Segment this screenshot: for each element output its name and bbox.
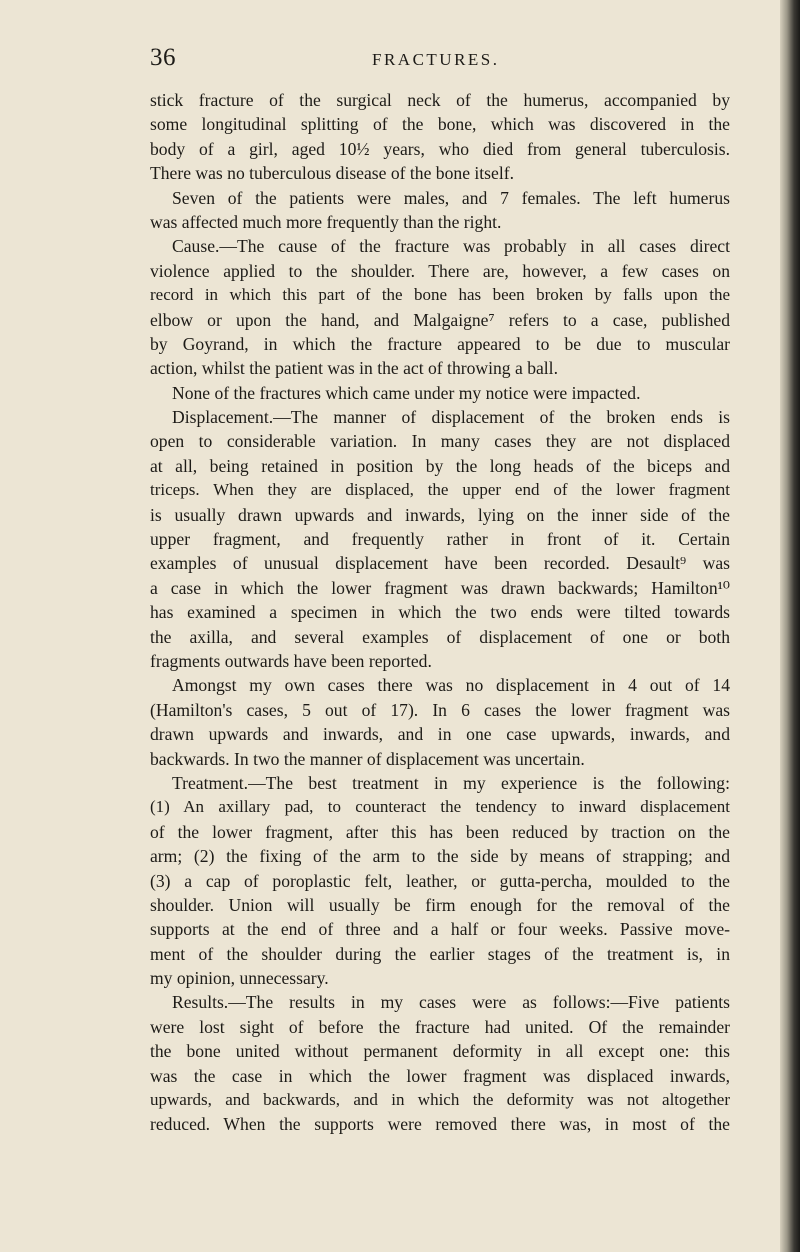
text-line: Seven of the patients were males, and 7 females. The left humerus (172, 187, 730, 208)
text-line: upwards, and backwards, and in which the deformity was not altogether (150, 1090, 730, 1110)
body-text (150, 88, 730, 1137)
text-line: drawn upwards and inwards, and in one case upwards, inwards, and (150, 724, 730, 745)
text-line: None of the fractures which came under my notice were impacted. (172, 382, 641, 403)
text-line: reduced. When the supports were removed there was, in most of the (150, 1114, 730, 1135)
text-line: stick fracture of the surgical neck of the humerus, accompanied by (150, 90, 730, 110)
text-line: backwards. In two the manner of displacement was uncertain. (150, 748, 585, 769)
text-line: record in which this part of the bone has been broken by falls upon the (150, 285, 730, 305)
text-line: the axilla, and several examples of displacement of one or both (150, 626, 730, 647)
text-line: body of a girl, aged 10½ years, who died from general tuberculosis. (150, 138, 730, 159)
text-line: is usually drawn upwards and inwards, lying on the inner side of the (150, 504, 730, 525)
page-header (150, 44, 730, 74)
text-line: the bone united without permanent deformity in all except one: this (150, 1041, 730, 1062)
text-line: upper fragment, and frequently rather in front of it. Certain (150, 529, 730, 550)
text-line: Displacement.—The manner of displacement of the broken ends is (172, 407, 730, 428)
text-line: supports at the end of three and a half or four weeks. Passive move- (150, 919, 730, 940)
text-line: were lost sight of before the fracture had united. Of the remainder (150, 1016, 730, 1037)
text-line: has examined a specimen in which the two ends were tilted towards (150, 602, 730, 623)
text-line: examples of unusual displacement have been recorded. Desault⁹ was (150, 553, 730, 574)
text-line: Cause.—The cause of the fracture was probably in all cases direct (172, 236, 730, 257)
text-line: open to considerable variation. In many cases they are not displaced (150, 431, 730, 452)
text-line: Results.—The results in my cases were as follows:—Five patients (172, 992, 730, 1013)
text-line: by Goyrand, in which the fracture appeared to be due to muscular (150, 333, 730, 354)
text-line: my opinion, unnecessary. (150, 968, 329, 989)
text-line: There was no tuberculous disease of the bone itself. (150, 163, 514, 184)
text-line: violence applied to the shoulder. There are, however, a few cases on (150, 260, 730, 281)
text-line: Treatment.—The best treatment in my experience is the following: (172, 772, 730, 793)
running-head: FRACTURES. (372, 50, 500, 69)
text-line: shoulder. Union will usually be firm enough for the removal of the (150, 894, 730, 915)
text-line: elbow or upon the hand, and Malgaigne⁷ refers to a case, published (150, 309, 730, 330)
text-line: a case in which the lower fragment was drawn backwards; Hamilton¹⁰ (150, 577, 730, 598)
text-line: action, whilst the patient was in the act of throwing a ball. (150, 358, 558, 379)
text-line: fragments outwards have been reported. (150, 650, 432, 671)
text-line: (Hamilton's cases, 5 out of 17). In 6 cases the lower fragment was (150, 699, 730, 720)
text-line: (1) An axillary pad, to counteract the tendency to inward displacement (150, 797, 730, 817)
text-line: (3) a cap of poroplastic felt, leather, or gutta-percha, moulded to the (150, 870, 730, 891)
text-line: ment of the shoulder during the earlier stages of the treatment is, in (150, 943, 730, 964)
book-page-edge (780, 0, 800, 1252)
text-line: was affected much more frequently than the right. (150, 211, 502, 232)
text-line: Amongst my own cases there was no displacement in 4 out of 14 (172, 675, 730, 696)
text-line: at all, being retained in position by the long heads of the biceps and (150, 455, 730, 476)
text-line: was the case in which the lower fragment was displaced inwards, (150, 1065, 730, 1086)
text-line: some longitudinal splitting of the bone, which was discovered in the (150, 114, 730, 135)
text-line: triceps. When they are displaced, the upper end of the lower fragment (150, 480, 730, 500)
text-line: arm; (2) the fixing of the arm to the side by means of strapping; and (150, 846, 730, 867)
page-number: 36 (150, 44, 176, 71)
text-line: of the lower fragment, after this has been reduced by traction on the (150, 821, 730, 842)
